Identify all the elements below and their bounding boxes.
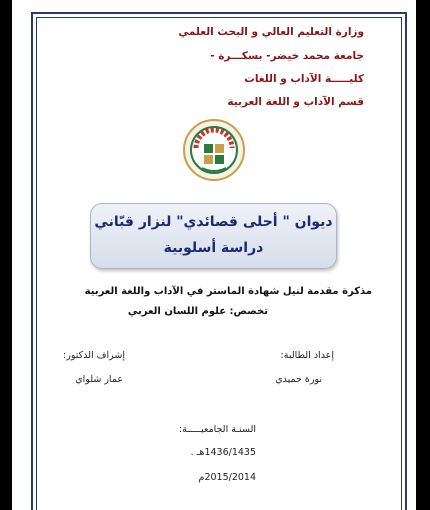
university-name: جامعة محمد خيضر- بسكـــرة -	[210, 50, 364, 62]
page	[12, 0, 416, 510]
academic-year-hijri: 1436/1435هـ .	[190, 447, 256, 458]
supervisor-name: عمار شلواي	[75, 374, 123, 385]
supervisor-label: إشراف الدكتور:	[63, 350, 125, 361]
faculty-name: كليـــــة الآداب و اللغات	[244, 73, 364, 85]
academic-year-label: السنـة الجامعيـــــة:	[178, 424, 256, 435]
university-logo	[182, 118, 246, 182]
thesis-subtitle: دراسة أسلوبية	[163, 240, 264, 256]
student-label: إعداد الطالبة:	[280, 350, 334, 361]
department-name: قسم الآداب و اللغة العربية	[227, 96, 364, 108]
academic-year-gregorian: 2015/2014م	[198, 472, 256, 483]
ministry-name: وزارة التعليم العالي و البحث العلمي	[178, 26, 364, 38]
memo-description: مذكرة مقدمة لنيل شهادة الماستر في الآداب واللغة العربية	[84, 286, 372, 297]
thesis-title: ديوان " أحلى قصائدي" لنزار قبّاني	[94, 214, 333, 230]
student-name: نورة حميدي	[275, 374, 322, 385]
specialty: تخصص: علوم اللسان العربي	[127, 306, 268, 317]
title-box	[90, 203, 337, 269]
